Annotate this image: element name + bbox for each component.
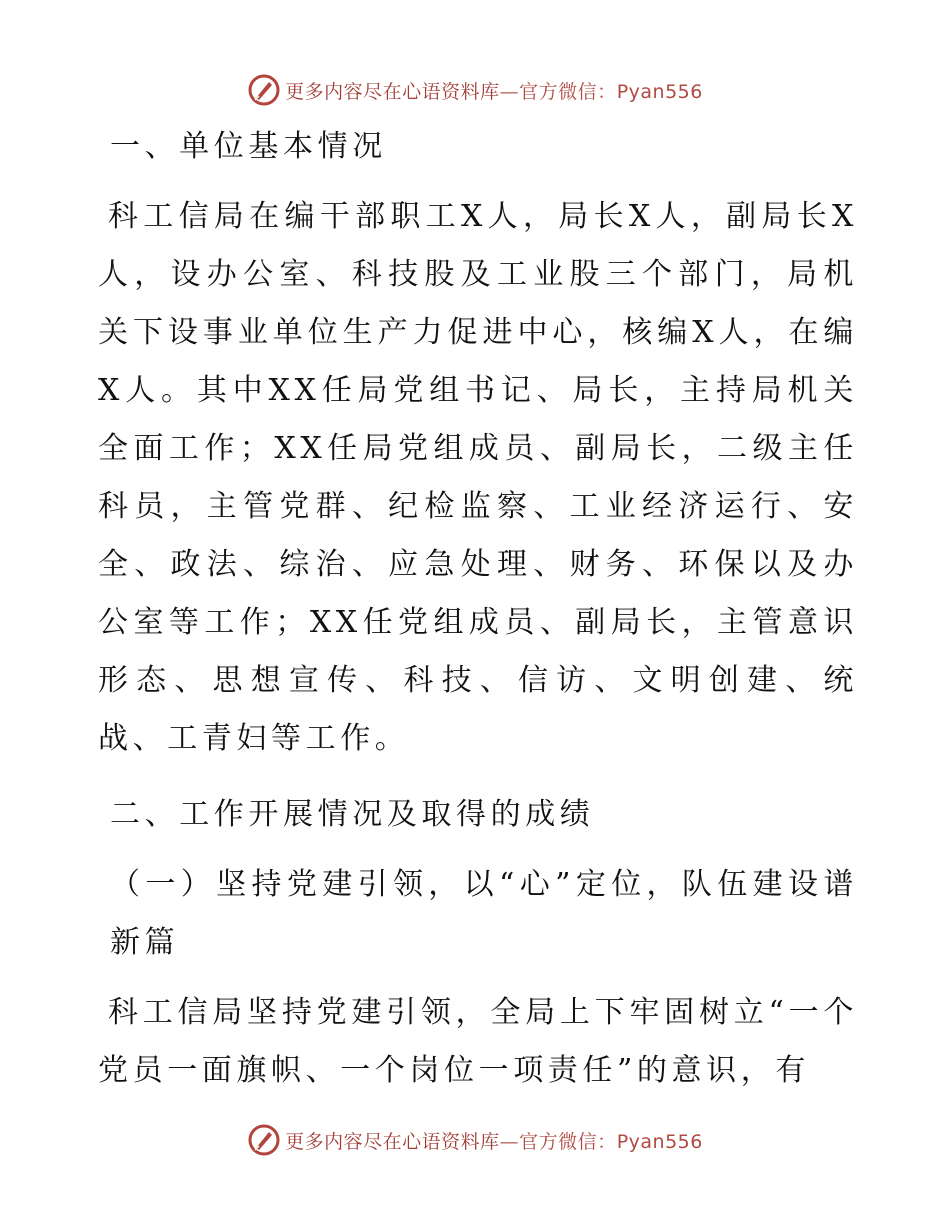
paragraph-basic-info: 科工信局在编干部职工X人，局长X人，副局长X人，设办公室、科技股及工业股三个部门，局机关下设事业单位生产力促进中心，核编X人，在编X人。其中XX任局党组书记、局长，主持局机关全面工作；XX任局党组成员、副局长，二级主任科员，主管党群、纪检监察、工业经济运行、安全、政法、综治、应急处理、财务、环保以及办公室等工作；XX任党组成员、副局长，主管意识形态、思想宣传、科技、信访、文明创建、统战、工青妇等工作。 xyxy=(98,199,858,756)
quill-logo-icon xyxy=(247,73,281,107)
quill-logo-icon xyxy=(247,1123,281,1157)
subsection-heading-party-building: （一）坚持党建引领，以“心”定位，队伍建设谱新篇 xyxy=(110,867,858,960)
watermark-wechat-label: 官方微信： xyxy=(519,1130,617,1153)
paragraph-party-building: 科工信局坚持党建引领，全局上下牢固树立“一个党员一面旗帜、一个岗位一项责任”的意识，有 xyxy=(98,995,858,1088)
watermark-dash: — xyxy=(499,1130,520,1153)
watermark-title: 更多内容尽在心语资料库 xyxy=(285,80,500,103)
watermark-dash: — xyxy=(499,80,520,103)
document-body xyxy=(98,118,858,1100)
watermark-wechat-id: Pyan556 xyxy=(616,80,703,103)
watermark-wechat-label: 官方微信： xyxy=(519,80,617,103)
watermark-title: 更多内容尽在心语资料库 xyxy=(285,1130,500,1153)
watermark-wechat-id: Pyan556 xyxy=(616,1130,703,1153)
watermark-banner-top xyxy=(0,70,950,110)
watermark-text xyxy=(285,1127,703,1154)
watermark-banner-bottom xyxy=(0,1120,950,1160)
section-heading-work-progress: 二、工作开展情况及取得的成绩 xyxy=(110,797,595,832)
section-heading-basic-info: 一、单位基本情况 xyxy=(110,129,387,164)
watermark-text xyxy=(285,77,703,104)
